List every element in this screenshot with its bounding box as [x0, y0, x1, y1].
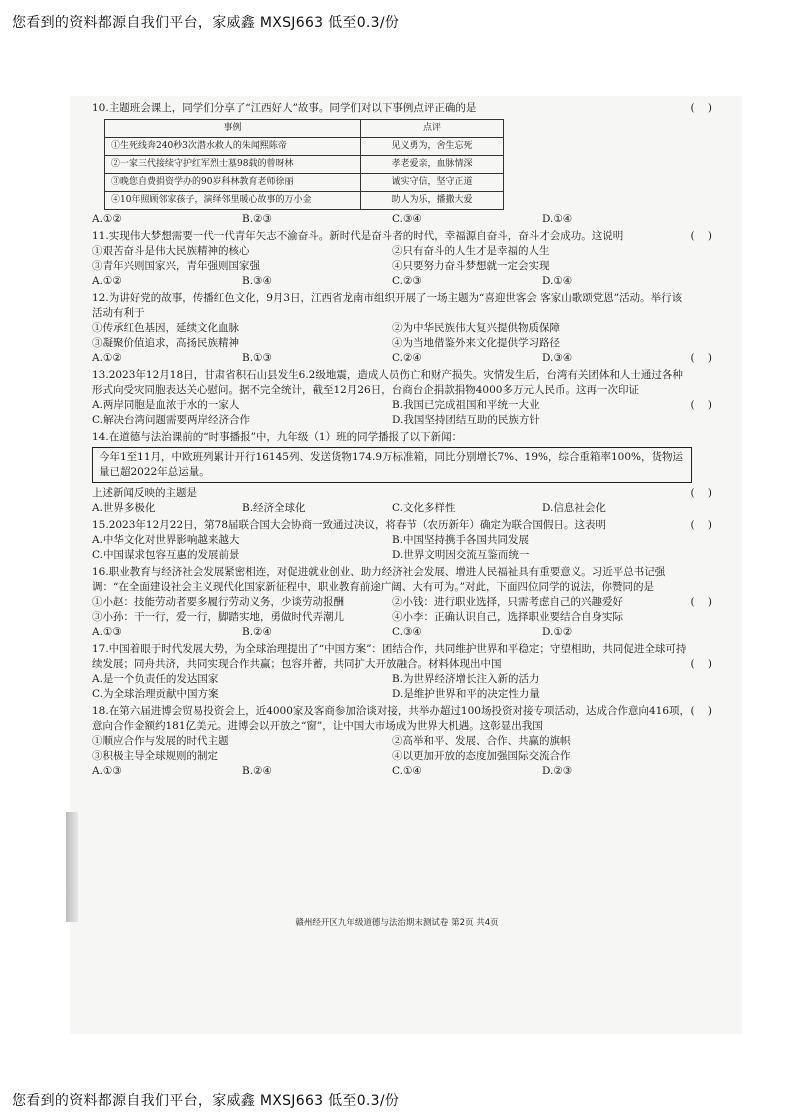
table-row — [105, 138, 504, 156]
statement-item: ①顺应合作与发展的时代主题 — [92, 735, 229, 747]
question-stem: 17.中国着眼于时代发展大势，为全球治理提出了“中国方案”：团结合作，共同维护世界和平稳定；守望相助，共同促进全球可持续发展；同舟共济，共同实现合作共赢；包容并蓄，共同扩大开放融合。材料体现出中国 — [92, 643, 687, 670]
answer-bracket: ( ) — [690, 705, 712, 717]
answer-options — [92, 398, 692, 428]
option-c: C.②④ — [392, 352, 422, 364]
option-b: B.②④ — [242, 765, 272, 777]
table-row — [105, 174, 504, 192]
statement-items — [92, 244, 692, 274]
answer-bracket: ( ) — [690, 519, 712, 531]
statement-item: ①艰苦奋斗是伟大民族精神的核心 — [92, 245, 250, 257]
statement-item: ③凝聚价值追求，高扬民族精神 — [92, 337, 239, 349]
case-table — [104, 119, 504, 210]
option-a: A.是一个负责任的发达国家 — [92, 673, 219, 685]
statement-item: ③青年兴则国家兴，青年强则国家强 — [92, 260, 260, 272]
question-stem: 14.在道德与法治课前的“时事播报”中，九年级（1）班的同学播报了以下新闻： — [92, 431, 463, 443]
option-a: A.两岸同胞是血浓于水的一家人 — [92, 399, 240, 411]
statement-items — [92, 734, 692, 764]
option-c: C.文化多样性 — [392, 502, 456, 514]
option-b: B.我国已完成祖国和平统一大业 — [392, 399, 540, 411]
option-b: B.经济全球化 — [242, 502, 306, 514]
option-d: D.①② — [542, 626, 573, 638]
statement-item: ④以更加开放的态度加强国际交流合作 — [392, 750, 571, 762]
table-cell-case: ④10年照顾邻家孩子，演绎邻里暖心故事的万小金 — [105, 192, 361, 210]
question-list — [92, 101, 712, 781]
answer-options — [92, 533, 692, 563]
option-b: B.为世界经济增长注入新的活力 — [392, 673, 540, 685]
answer-options — [92, 501, 692, 516]
question-stem: 12.为讲好党的故事，传播红色文化，9月3日，江西省龙南市组织开展了一场主题为“喜迎世客会 客家山歌颂党恩”活动。举行该活动有利于 — [92, 292, 683, 319]
statement-item: ④为当地借鉴外来文化提供学习路径 — [392, 337, 560, 349]
statement-item: ②小钱：进行职业选择，只需考虑自己的兴趣爱好 — [392, 596, 623, 608]
news-box: 今年1至11月，中欧班列累计开行16145列、发送货物174.9万标准箱，同比分别增长7%、19%，综合重箱率100%，货物运量已超2022年总运量。 — [92, 447, 692, 483]
table-row — [105, 192, 504, 210]
question-stem: 16.职业教育与经济社会发展紧密相连，对促进就业创业、助力经济社会发展、增进人民福祉具有重要意义。习近平总书记强调：“在全面建设社会主义现代化国家新征程中，职业教育前途广阔、大有可为。”对此，下面四位同学的说法，你赞同的是 — [92, 566, 666, 593]
watermark-banner-bottom: 您看到的资料都源自我们平台，家威鑫 MXSJ663 低至0.3/份 — [12, 1093, 400, 1109]
table-cell-comment: 助人为乐，播撒大爱 — [361, 192, 504, 210]
table-cell-case: ③晚您自费捐资学办的90岁科林教育老师徐丽 — [105, 174, 361, 192]
answer-bracket: ( ) — [690, 487, 712, 499]
answer-bracket: ( ) — [690, 399, 712, 411]
question-stem: 13.2023年12月18日，甘肃省积石山县发生6.2级地震，造成人员伤亡和财产损失。灾情发生后，台湾有关团体和人士通过各种形式向受灾同胞表达关心慰问。据不完全统计，截至12月26日，台商台企捐款捐物4000多万元人民币。这再一次印证 — [92, 369, 683, 396]
option-c: C.中国谋求包容互惠的发展前景 — [92, 549, 240, 561]
option-b: B.③④ — [242, 275, 272, 287]
page-footer: 赣州经开区九年级道德与法治期末测试卷 第2页 共4页 — [295, 918, 499, 928]
answer-options — [92, 625, 692, 640]
option-a: A.世界多极化 — [92, 502, 156, 514]
question-18 — [92, 704, 712, 779]
answer-bracket: ( ) — [690, 658, 712, 670]
table-cell-case: ①生死线奔240秒3次潜水救人的朱闻熙陈帝 — [105, 138, 361, 156]
option-c: C.为全球治理贡献中国方案 — [92, 688, 219, 700]
table-cell-comment: 见义勇为，舍生忘死 — [361, 138, 504, 156]
option-a: A.①② — [92, 352, 122, 364]
answer-options — [92, 212, 692, 227]
table-cell-case: ②一家三代接续守护红军烈士墓98载的曾呀林 — [105, 156, 361, 174]
page-edge-shadow — [66, 812, 78, 922]
option-c: C.③④ — [392, 213, 422, 225]
question-14 — [92, 430, 712, 516]
option-a: A.①③ — [92, 765, 122, 777]
answer-options — [92, 274, 692, 289]
table-header-comment: 点评 — [361, 120, 504, 138]
answer-options — [92, 764, 692, 779]
option-b: B.②③ — [242, 213, 272, 225]
question-stem: 15.2023年12月22日，第78届联合国大会协商一致通过决议，将春节（农历新年）确定为联合国假日。这表明 — [92, 519, 607, 531]
options-row — [92, 351, 712, 366]
statement-item: ②只有奋斗的人生才是幸福的人生 — [392, 245, 550, 257]
option-b: B.②④ — [242, 626, 272, 638]
option-b: B.①③ — [242, 352, 272, 364]
option-c: C.①④ — [392, 765, 422, 777]
question-17 — [92, 642, 712, 702]
option-a: A.①③ — [92, 626, 122, 638]
answer-options — [92, 672, 692, 702]
statement-item: ③小孙：干一行，爱一行，脚踏实地，勇做时代弄潮儿 — [92, 611, 344, 623]
option-c: C.解决台湾问题需要两岸经济合作 — [92, 414, 250, 426]
statement-item: ②为中华民族伟大复兴提供物质保障 — [392, 322, 560, 334]
table-cell-comment: 诚实守信，坚守正道 — [361, 174, 504, 192]
statement-items — [92, 321, 692, 351]
answer-bracket: ( ) — [690, 352, 712, 364]
option-a: A.①② — [92, 213, 122, 225]
option-d: D.③④ — [542, 352, 573, 364]
option-c: C.②③ — [392, 275, 422, 287]
option-c: C.③④ — [392, 626, 422, 638]
statement-item: ③积极主导全球规则的制定 — [92, 750, 218, 762]
table-header-case: 事例 — [105, 120, 361, 138]
answer-bracket: ( ) — [690, 596, 712, 608]
statement-item: ④只要努力奋斗梦想就一定会实现 — [392, 260, 550, 272]
option-d: D.信息社会化 — [542, 502, 606, 514]
question-16 — [92, 565, 712, 640]
statement-item: ④小李：正确认识自己，选择职业要结合自身实际 — [392, 611, 623, 623]
question-stem: 10.主题班会课上，同学们分享了“江西好人”故事。同学们对以下事例点评正确的是 — [92, 102, 477, 114]
question-11 — [92, 229, 712, 289]
question-stem: 11.实现伟大梦想需要一代一代青年矢志不渝奋斗。新时代是奋斗者的时代，幸福源自奋斗，奋斗才会成功。这说明 — [92, 230, 624, 242]
statement-items — [92, 595, 692, 625]
answer-options — [92, 351, 692, 366]
option-a: A.中华文化对世界影响越来越大 — [92, 534, 240, 546]
option-d: D.世界文明因交流互鉴而统一 — [392, 549, 530, 561]
question-10 — [92, 101, 712, 227]
table-row — [105, 156, 504, 174]
option-a: A.①② — [92, 275, 122, 287]
statement-item: ②高举和平、发展、合作、共赢的旗帜 — [392, 735, 571, 747]
option-d: D.②③ — [542, 765, 573, 777]
question-stem-continued: 上述新闻反映的主题是 — [92, 487, 197, 499]
option-d: D.①④ — [542, 275, 573, 287]
answer-bracket: ( ) — [690, 102, 712, 114]
answer-bracket: ( ) — [690, 230, 712, 242]
stem-row — [92, 486, 712, 501]
table-cell-comment: 孝老爱亲，血脉情深 — [361, 156, 504, 174]
question-13 — [92, 368, 712, 428]
question-12 — [92, 291, 712, 366]
statement-item: ①小赵：技能劳动者要多履行劳动义务，少谈劳动报酬 — [92, 596, 344, 608]
statement-item: ①传承红色基因，延续文化血脉 — [92, 322, 239, 334]
option-d: D.是维护世界和平的决定性力量 — [392, 688, 540, 700]
option-d: D.我国坚持团结互助的民族方针 — [392, 414, 540, 426]
question-15 — [92, 518, 712, 563]
question-stem: 18.在第六届进博会贸易投资会上，近4000家及客商参加洽谈对接，共举办超过100场投资对接专项活动，达成合作意向416项，意向合作金额约181亿美元。进博会以开放之“窗”，让中国大市场成为世界大机遇。这彰显出我国 — [92, 705, 691, 732]
option-d: D.①④ — [542, 213, 573, 225]
watermark-banner-top: 您看到的资料都源自我们平台，家威鑫 MXSJ663 低至0.3/份 — [12, 15, 400, 31]
option-b: B.中国坚持携手各国共同发展 — [392, 534, 530, 546]
